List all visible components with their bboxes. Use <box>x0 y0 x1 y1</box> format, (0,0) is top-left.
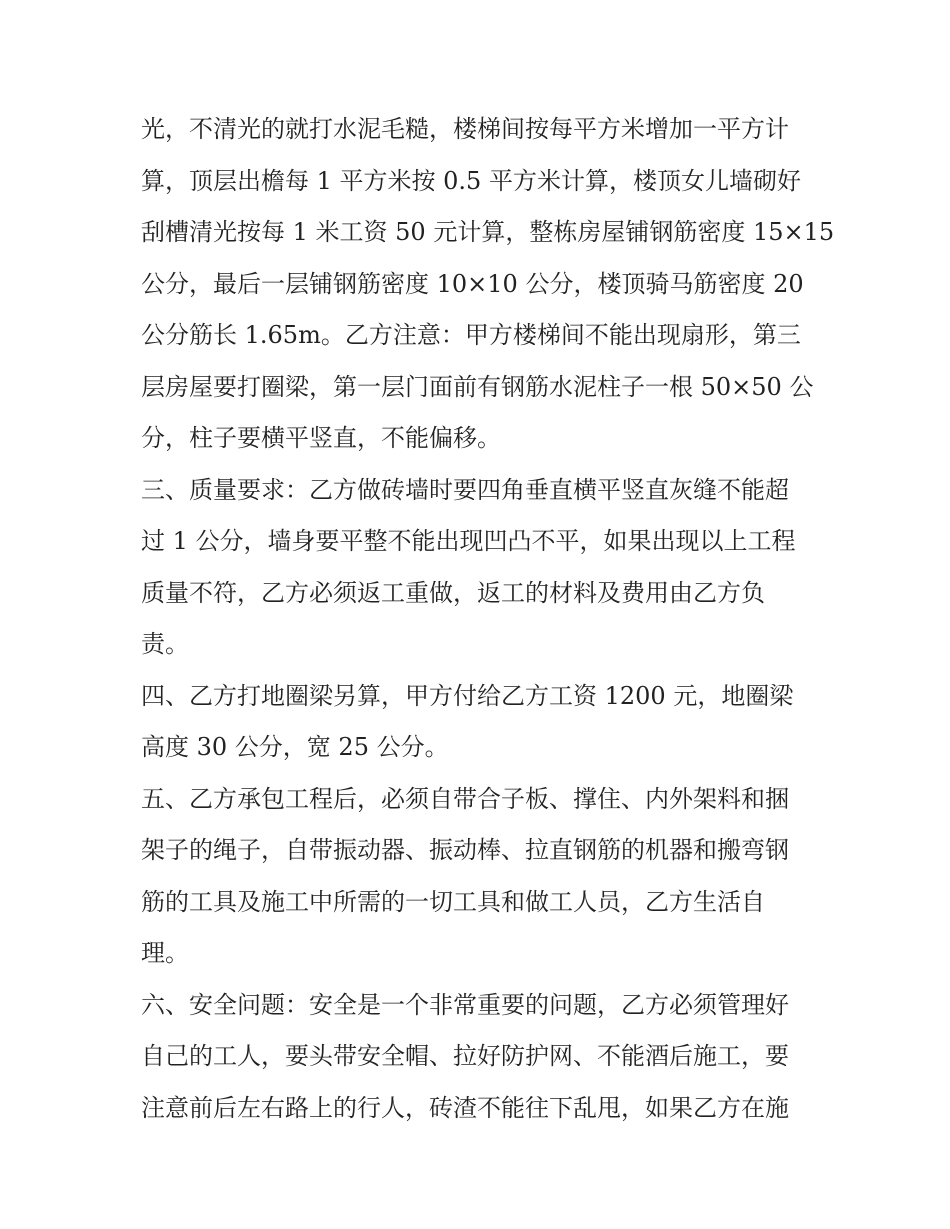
section-four-heading-line: 四、乙方打地圈梁另算，甲方付给乙方工资 1200 元，地圈梁 <box>141 681 794 710</box>
section-three-heading-line: 三、质量要求：乙方做砖墙时要四角垂直横平竖直灰缝不能超 <box>141 475 789 504</box>
text-line: 责。 <box>141 630 189 658</box>
contract-text <box>141 104 835 1134</box>
text-line: 高度 30 公分，宽 25 公分。 <box>141 733 449 761</box>
text-line: 筋的工具及施工中所需的一切工具和做工人员，乙方生活自 <box>141 887 765 916</box>
section-five-heading-line: 五、乙方承包工程后，必须自带合子板、撑住、内外架料和捆 <box>141 784 789 813</box>
text-line: 公分，最后一层铺钢筋密度 10×10 公分，楼顶骑马筋密度 20 <box>141 269 804 298</box>
text-line: 公分筋长 1.65m。乙方注意：甲方楼梯间不能出现扇形，第三 <box>141 321 801 349</box>
text-line: 光，不清光的就打水泥毛糙，楼梯间按每平方米增加一平方计 <box>141 115 789 143</box>
text-line: 架子的绳子，自带振动器、振动棒、拉直钢筋的机器和搬弯钢 <box>141 836 789 864</box>
text-line: 注意前后左右路上的行人，砖渣不能往下乱甩，如果乙方在施 <box>141 1093 789 1122</box>
text-line: 分，柱子要横平竖直，不能偏移。 <box>141 424 501 452</box>
text-line: 过 1 公分，墙身要平整不能出现凹凸不平，如果出现以上工程 <box>141 527 796 555</box>
text-line: 层房屋要打圈梁，第一层门面前有钢筋水泥柱子一根 50×50 公 <box>141 372 814 401</box>
text-line: 理。 <box>141 939 189 967</box>
text-line: 自己的工人，要头带安全帽、拉好防护网、不能酒后施工，要 <box>141 1042 789 1070</box>
text-line: 刮槽清光按每 1 米工资 50 元计算，整栋房屋铺钢筋密度 15×15 <box>141 218 835 246</box>
section-six-heading-line: 六、安全问题：安全是一个非常重要的问题，乙方必须管理好 <box>141 990 789 1019</box>
text-line: 质量不符，乙方必须返工重做，返工的材料及费用由乙方负 <box>141 578 765 607</box>
text-line: 算，顶层出檐每 1 平方米按 0.5 平方米计算，楼顶女儿墙砌好 <box>141 166 801 195</box>
